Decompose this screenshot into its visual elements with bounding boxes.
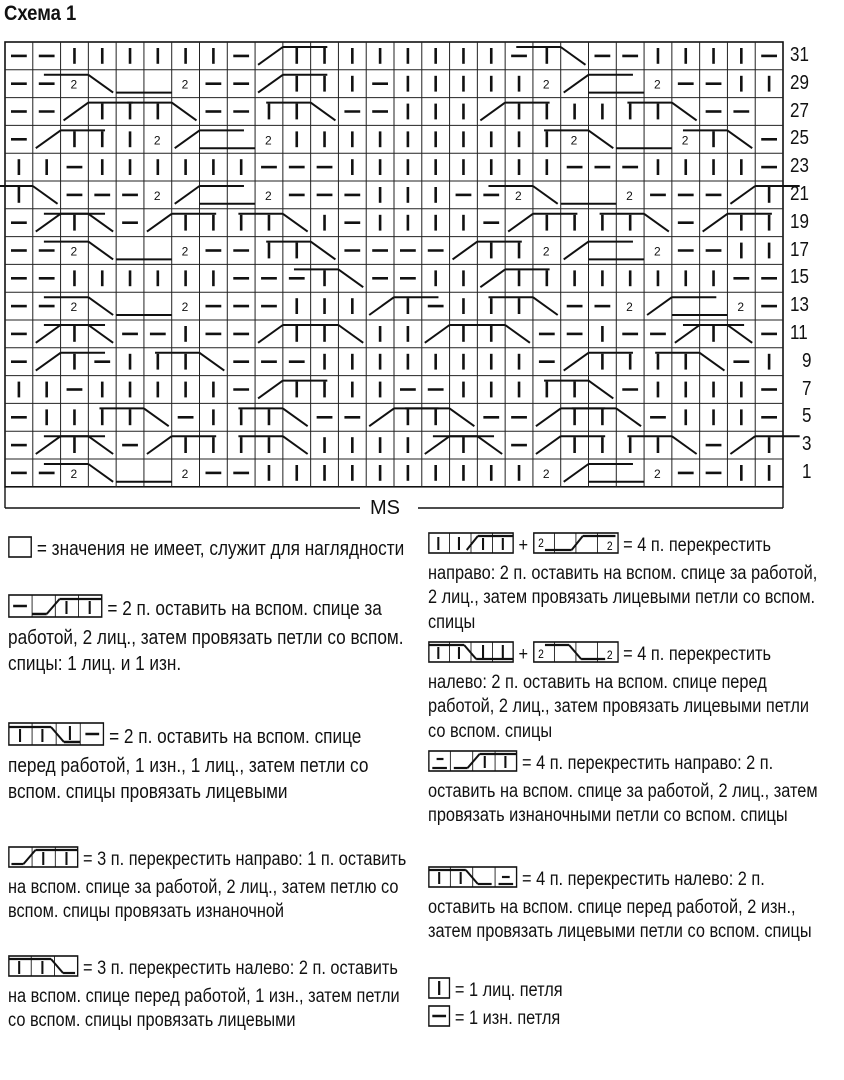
cross-count-label: 2 xyxy=(570,133,578,148)
legend-cross4-right-knit: + 2 2 = 4 п. перекрестить направо: 2 п. оставить на вспом. спице за работой, 2 лиц., затем провязать лицевыми петли со вспом. спицы xyxy=(428,532,830,635)
row-number: 17 xyxy=(790,238,809,261)
cross-3-left-icon xyxy=(8,955,79,985)
row-number: 27 xyxy=(790,99,809,122)
legend-empty: = значения не имеет, служит для наглядности xyxy=(8,536,412,565)
cross-count-label: 2 xyxy=(542,77,550,92)
cross-count-label: 2 xyxy=(737,300,745,315)
cross-4-right-purl-icon xyxy=(428,750,517,780)
legend-cross3-left: = 3 п. перекрестить налево: 2 п. оставить на вспом. спице перед работой, 1 изн., затем петли со вспом. спицы провязать лицевыми xyxy=(8,955,412,1034)
row-number: 7 xyxy=(802,377,812,400)
row-number: 19 xyxy=(790,210,809,233)
legend-knit: = 1 лиц. петля xyxy=(428,977,830,1007)
cross-count-label: 2 xyxy=(542,466,550,481)
cross-4-right-knit-alt-icon xyxy=(533,532,619,562)
cross-count-label: 2 xyxy=(70,77,78,92)
row-number: 13 xyxy=(790,294,809,317)
chart-title: Схема 1 xyxy=(4,2,77,25)
cross-count-label: 2 xyxy=(653,466,661,481)
row-number: 31 xyxy=(790,44,809,66)
row-number: 9 xyxy=(802,349,812,372)
row-number: 15 xyxy=(790,266,809,289)
cross-count-label: 2 xyxy=(70,300,78,315)
cross-count-label: 2 xyxy=(264,133,272,148)
cross-4-right-knit-icon xyxy=(428,532,514,562)
legend-purl: = 1 изн. петля xyxy=(428,1005,830,1035)
row-number: 11 xyxy=(790,322,808,344)
row-number: 29 xyxy=(790,71,809,94)
legend-cross-2-behind: = 2 п. оставить на вспом. спице за работой, 2 лиц., затем провязать петли со вспом. спицы: 1 лиц. и 1 изн. xyxy=(8,594,412,677)
row-number: 25 xyxy=(790,127,809,150)
cross-2-behind-icon xyxy=(8,594,103,625)
cross-4-left-knit-alt-icon xyxy=(533,641,619,671)
cross-count-label: 2 xyxy=(653,77,661,92)
row-number: 3 xyxy=(802,433,812,456)
cross-count-label: 2 xyxy=(153,188,161,203)
legend-cross3-right: = 3 п. перекрестить направо: 1 п. оставить на вспом. спице за работой, 2 лиц., затем петлю со вспом. спицы провязать изнаночной xyxy=(8,846,412,925)
legend-cross4-right-purl: = 4 п. перекрестить направо: 2 п. оставить на вспом. спице за работой, 2 лиц., затем провязать изнаночными петли со вспом. спицы xyxy=(428,750,830,829)
empty-cell-icon xyxy=(8,536,32,565)
cross-count-label: 2 xyxy=(181,466,189,481)
knit-stitch-icon xyxy=(428,977,450,1007)
cross-count-label: 2 xyxy=(653,244,661,259)
cross-count-label: 2 xyxy=(264,188,272,203)
cross-count-label: 2 xyxy=(181,244,189,259)
cross-4-left-knit-icon xyxy=(428,641,514,671)
row-number: 21 xyxy=(790,183,809,205)
cross-3-right-icon xyxy=(8,846,79,876)
legend-cross-2-front: = 2 п. оставить на вспом. спице перед работой, 1 изн., 1 лиц., затем петли со вспом. спицы провязать лицевыми xyxy=(8,722,412,805)
cross-2-front-icon xyxy=(8,722,104,753)
cross-count-label: 2 xyxy=(542,244,550,259)
cross-count-label: 2 xyxy=(626,188,633,203)
row-number: 5 xyxy=(802,405,812,428)
cross-count-label: 2 xyxy=(681,133,689,148)
legend-cross4-left-purl: = 4 п. перекрестить налево: 2 п. оставить на вспом. спице перед работой, 2 изн., затем провязать лицевыми петли со вспом. спицы xyxy=(428,866,830,945)
svg-text:2: 2 xyxy=(606,649,613,663)
ms-label: MS xyxy=(370,497,400,519)
svg-text:2: 2 xyxy=(606,540,613,554)
svg-text:2: 2 xyxy=(537,648,544,662)
svg-text:2: 2 xyxy=(537,537,544,551)
cross-4-left-purl-icon xyxy=(428,866,517,896)
cross-count-label: 2 xyxy=(181,300,189,315)
row-number: 1 xyxy=(802,461,812,483)
purl-stitch-icon xyxy=(428,1005,450,1035)
cross-count-label: 2 xyxy=(181,77,189,92)
cross-count-label: 2 xyxy=(153,133,161,148)
cross-count-label: 2 xyxy=(626,300,633,315)
cross-count-label: 2 xyxy=(515,188,522,203)
cross-count-label: 2 xyxy=(70,466,78,481)
cross-count-label: 2 xyxy=(70,244,78,259)
legend-cross4-left-knit: + 2 2 = 4 п. перекрестить налево: 2 п. оставить на вспом. спице перед работой, 2 лиц., затем провязать лицевыми петли со вспом. спицы xyxy=(428,641,830,744)
knitting-chart xyxy=(0,0,844,512)
row-number: 23 xyxy=(790,155,809,178)
